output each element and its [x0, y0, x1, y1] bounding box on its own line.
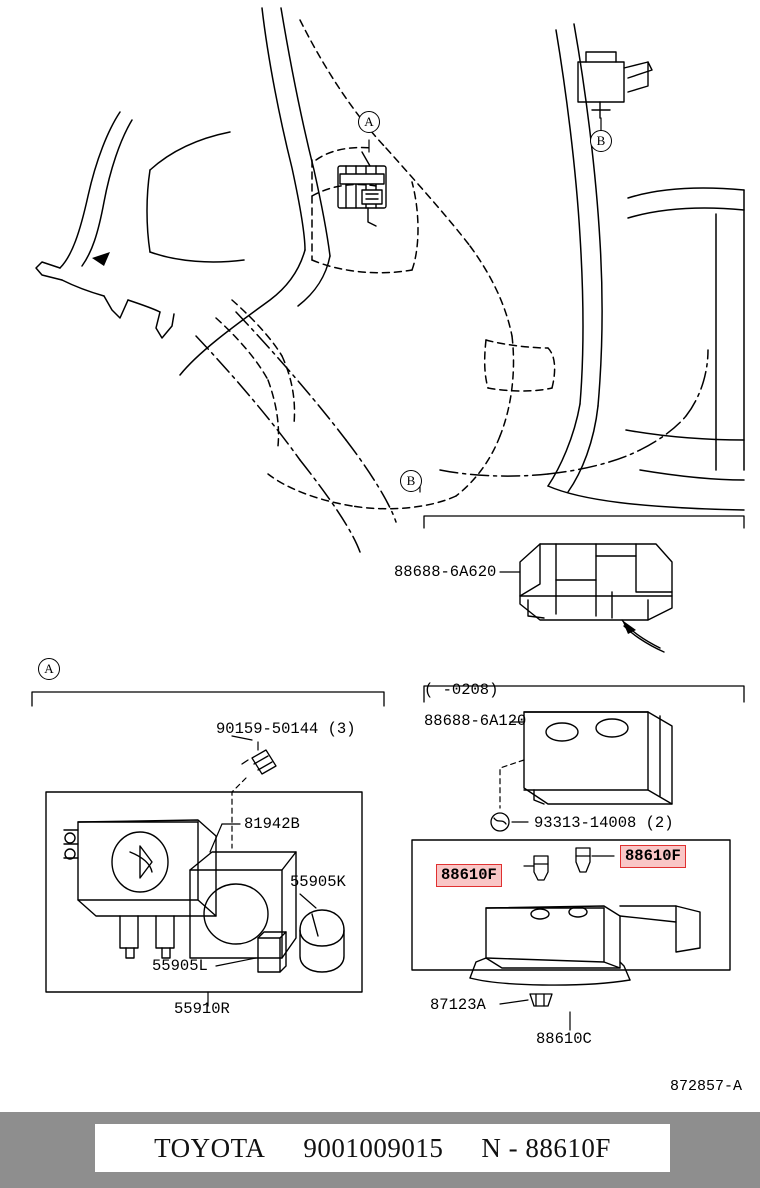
sheet-code: 872857-A — [669, 1078, 742, 1095]
footer-part-number: 9001009015 — [303, 1132, 444, 1163]
ref-circle-b-top — [590, 130, 612, 152]
callout-55910R: 55910R — [174, 1000, 230, 1018]
ref-circle-b-mid — [400, 470, 422, 492]
ref-circle-a-top-label: A — [364, 114, 374, 129]
callout-90159-50144: 90159-50144 (3) — [216, 720, 356, 738]
callout-55905K: 55905K — [290, 873, 346, 891]
callout-date-range: ( -0208) — [424, 681, 499, 699]
footer-reference: N - 88610F — [481, 1132, 611, 1163]
callout-88688-6A120: 88688-6A120 — [424, 712, 527, 730]
callout-81942B: 81942B — [244, 815, 300, 833]
callout-93313-14008: 93313-14008 (2) — [534, 814, 674, 832]
ref-circle-b-top-label: B — [596, 133, 606, 148]
callout-88610F-right: 88610F — [620, 845, 686, 868]
ref-circle-a-bottom-label: A — [44, 661, 54, 676]
callout-88688-6A620: 88688-6A620 — [394, 563, 497, 581]
callout-55905L: 55905L — [152, 957, 208, 975]
footer-plate — [95, 1124, 670, 1172]
ref-circle-a-bottom — [38, 658, 60, 680]
footer-brand: TOYOTA — [154, 1132, 266, 1163]
callout-88610F-left: 88610F — [436, 864, 502, 887]
callout-88610C: 88610C — [536, 1030, 592, 1048]
callout-87123A: 87123A — [430, 996, 486, 1014]
ref-circle-b-mid-label: B — [406, 473, 416, 488]
ref-circle-a-top — [358, 111, 380, 133]
